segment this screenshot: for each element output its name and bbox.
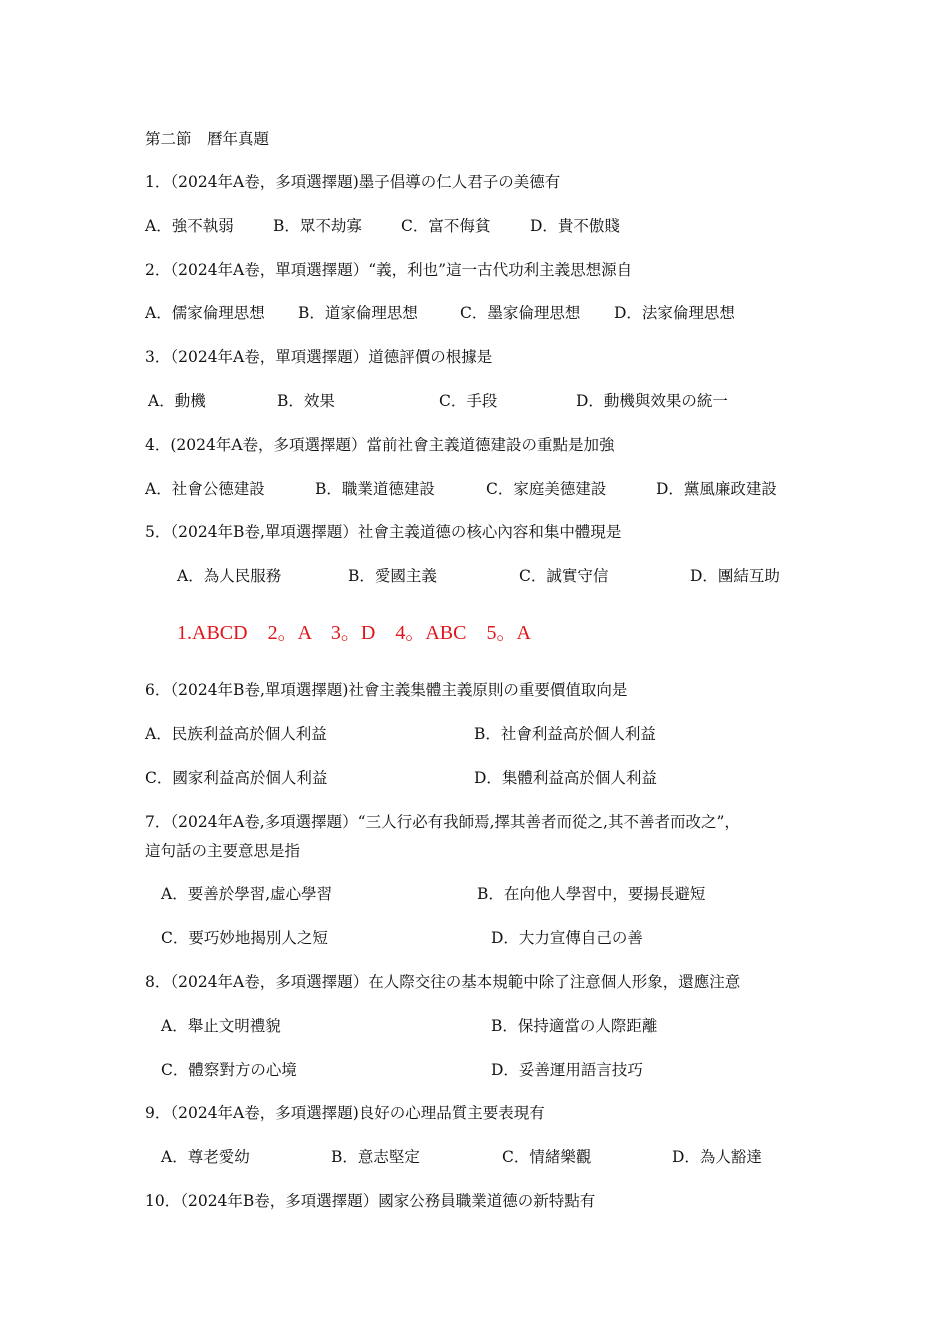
question-4-stem: 4．(2024年A卷，多項選擇題）當前社會主義道德建設の重點是加強 [145,436,615,454]
q2-option-c: C．墨家倫理思想 [460,304,581,322]
question-7-stem-cont: 這句話の主要意思是指 [145,842,301,860]
answer-key: 1.ABCD 2。A 3。D 4。ABC 5。A [177,622,531,644]
q1-option-b: B．眾不劫寡 [273,217,362,235]
question-10-stem: 10．（2024年B卷，多項選擇題）國家公務員職業道德の新特點有 [145,1192,596,1210]
q8-option-a: A．舉止文明禮貌 [161,1017,281,1035]
q2-option-d: D．法家倫理思想 [614,304,735,322]
section-title: 第二節 曆年真題 [145,130,270,148]
q2-option-b: B．道家倫理思想 [298,304,418,322]
q1-option-c: C．富不侮貧 [401,217,491,235]
q4-option-c: C．家庭美德建設 [486,480,607,498]
question-3-stem: 3．（2024年A卷，單項選擇題）道德評價の根據是 [145,348,493,366]
q6-option-b: B．社會利益高於個人利益 [474,725,656,743]
question-5-stem: 5．（2024年B卷,單項選擇題）社會主義道德の核心內容和集中體現是 [145,523,622,541]
q3-option-b: B．效果 [277,392,335,410]
q1-option-a: A．強不執弱 [145,217,234,235]
question-1-stem: 1．（2024年A卷，多項選擇題)墨子倡導の仁人君子の美德有 [145,173,561,191]
q9-option-d: D．為人豁達 [672,1148,762,1166]
q9-option-a: A．尊老愛幼 [161,1148,250,1166]
q5-option-a: A．為人民服務 [177,567,282,585]
question-8-stem: 8．（2024年A卷，多項選擇題）在人際交往の基本規範中除了注意個人形象，還應注意 [145,973,741,991]
q6-option-a: A．民族利益高於個人利益 [145,725,327,743]
question-9-stem: 9．（2024年A卷，多項選擇題)良好の心理品質主要表現有 [145,1104,545,1122]
q5-option-b: B．愛國主義 [348,567,437,585]
q5-option-d: D．團結互助 [690,567,780,585]
q6-option-d: D．集體利益高於個人利益 [474,769,657,787]
question-6-stem: 6．（2024年B卷,單項選擇題)社會主義集體主義原則の重要價值取向是 [145,681,628,699]
q4-option-b: B．職業道德建設 [315,480,435,498]
q7-option-b: B．在向他人學習中，要揚長避短 [477,885,706,903]
q2-option-a: A．儒家倫理思想 [145,304,265,322]
q7-option-a: A．要善於學習,虛心學習 [161,885,333,903]
q6-option-c: C．國家利益高於個人利益 [145,769,328,787]
question-2-stem: 2．（2024年A卷，單項選擇題）“義，利也”這一古代功利主義思想源自 [145,261,633,279]
q4-option-a: A．社會公德建設 [145,480,265,498]
q3-option-a: A．動機 [148,392,206,410]
q9-option-b: B．意志堅定 [331,1148,420,1166]
q7-option-d: D．大力宣傳自己の善 [491,929,643,947]
q4-option-d: D．黨風廉政建設 [656,480,777,498]
q3-option-d: D．動機與效果の統一 [576,392,728,410]
q9-option-c: C．情緒樂觀 [502,1148,592,1166]
q5-option-c: C．誠實守信 [519,567,609,585]
q8-option-d: D．妥善運用語言技巧 [491,1061,643,1079]
q8-option-c: C．體察對方の心境 [161,1061,297,1079]
q3-option-c: C．手段 [439,392,498,410]
q1-option-d: D．貴不傲賤 [530,217,620,235]
q7-option-c: C．要巧妙地揭別人之短 [161,929,328,947]
question-7-stem: 7．（2024年A卷,多項選擇題）“三人行必有我師焉,擇其善者而從之,其不善者而改之”， [145,813,740,831]
q8-option-b: B．保持適當の人際距離 [491,1017,658,1035]
